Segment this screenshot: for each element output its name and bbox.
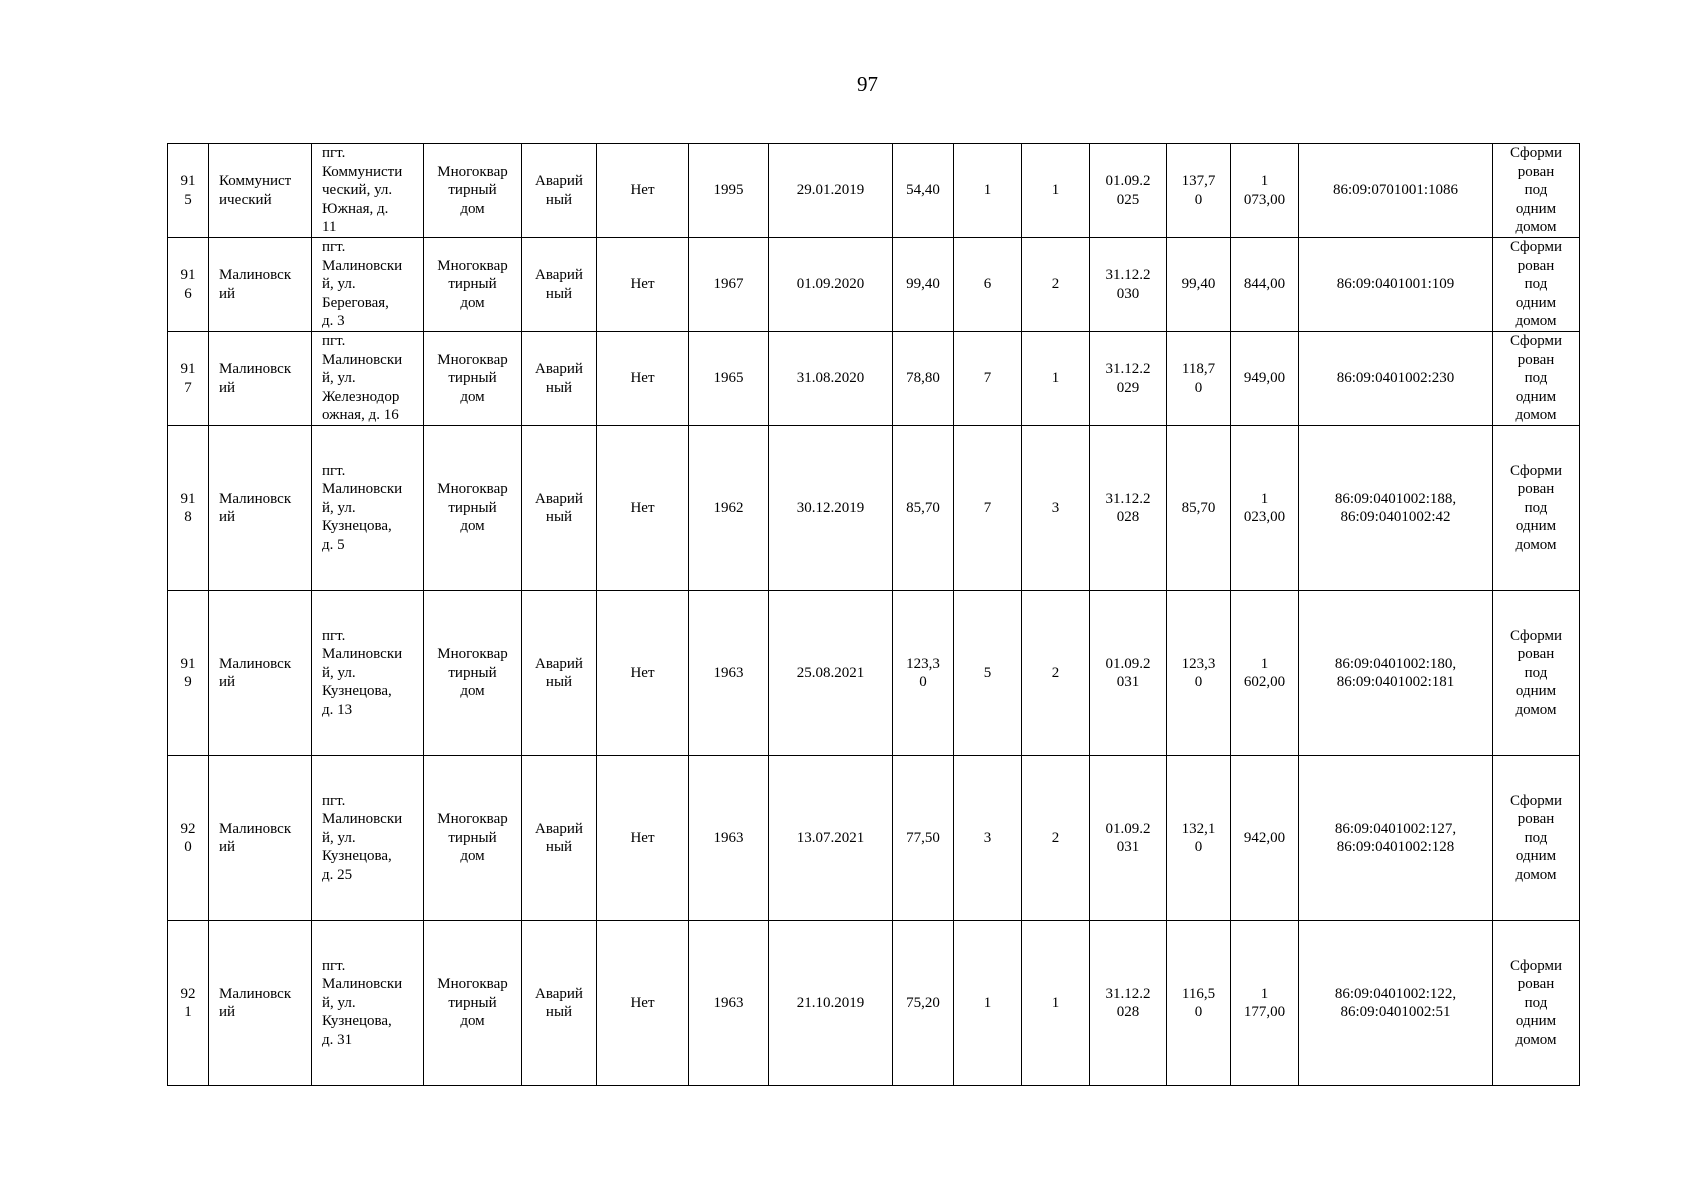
condition-status-cell [522,238,597,332]
flag-cell [597,921,689,1086]
build-year-cell [689,921,769,1086]
build-year-cell-text: 1967 [713,276,744,293]
condition-status-cell [522,332,597,426]
recognition-date-cell-text: 30.12.2019 [796,499,865,516]
build-year-cell [689,332,769,426]
land-status-cell-text: Сформи рован под одним домом [1509,462,1563,553]
municipality-cell-text: Малиновск ий [219,267,292,302]
building-type-cell [424,426,522,591]
area-cell-text: 75,20 [906,994,940,1011]
recognition-date-cell [769,756,893,921]
cadastral-number-cell-text: 86:09:0401002:230 [1336,370,1455,387]
condition-status-cell-text: Аварий ный [535,655,583,690]
condition-status-cell-text: Аварий ный [535,361,583,396]
count-a-cell [954,144,1022,238]
address-cell-text: пгт. Малиновски й, ул. Кузнецова, д. 13 [322,627,403,718]
count-a-cell [954,591,1022,756]
total-area-cell [1167,332,1231,426]
cadastral-number-cell-text: 86:09:0401002:127, 86:09:0401002:128 [1334,820,1457,855]
land-status-cell [1493,332,1580,426]
building-type-cell [424,332,522,426]
count-a-cell-text: 1 [983,182,992,199]
flag-cell [597,238,689,332]
table-row [168,591,1580,756]
table-row [168,238,1580,332]
build-year-cell-text: 1962 [713,499,744,516]
condition-status-cell [522,756,597,921]
count-a-cell [954,921,1022,1086]
recognition-date-cell [769,144,893,238]
address-cell [312,591,424,756]
municipality-cell-text: Малиновск ий [219,655,292,690]
address-cell [312,144,424,238]
count-b-cell-text: 2 [1051,829,1060,846]
table-row [168,921,1580,1086]
count-a-cell [954,332,1022,426]
address-cell-text: пгт. Малиновски й, ул. Кузнецова, д. 25 [322,792,403,883]
count-a-cell-text: 3 [983,829,992,846]
total-area-cell-text: 118,7 0 [1181,361,1216,396]
building-type-cell [424,144,522,238]
condition-status-cell-text: Аварий ный [535,820,583,855]
housing-registry-table [167,143,1580,1086]
cost-cell-text: 1 177,00 [1243,985,1286,1020]
address-cell [312,426,424,591]
count-b-cell [1022,426,1090,591]
build-year-cell [689,144,769,238]
address-cell-text: пгт. Малиновски й, ул. Кузнецова, д. 5 [322,462,403,553]
page-number: 97 [857,72,878,96]
deadline-cell-text: 31.12.2 028 [1105,985,1151,1020]
deadline-cell [1090,921,1167,1086]
total-area-cell-text: 85,70 [1181,499,1216,516]
row-number-cell-text: 91 5 [180,173,196,208]
cost-cell-text: 1 023,00 [1243,490,1286,525]
land-status-cell [1493,144,1580,238]
flag-cell-text: Нет [630,664,655,681]
count-b-cell-text: 2 [1051,664,1060,681]
area-cell [893,426,954,591]
count-a-cell-text: 5 [983,664,992,681]
building-type-cell-text: Многоквар тирный дом [437,257,508,311]
condition-status-cell [522,426,597,591]
building-type-cell-text: Многоквар тирный дом [437,646,508,700]
deadline-cell [1090,591,1167,756]
total-area-cell-text: 116,5 0 [1181,985,1216,1020]
recognition-date-cell-text: 31.08.2020 [796,370,865,387]
count-a-cell-text: 7 [983,370,992,387]
recognition-date-cell [769,591,893,756]
condition-status-cell-text: Аварий ный [535,985,583,1020]
building-type-cell-text: Многоквар тирный дом [437,481,508,535]
cadastral-number-cell-text: 86:09:0401002:122, 86:09:0401002:51 [1334,985,1457,1020]
row-number-cell [168,238,209,332]
municipality-cell [209,238,312,332]
cadastral-number-cell [1299,144,1493,238]
cost-cell [1231,921,1299,1086]
area-cell-text: 99,40 [906,276,940,293]
flag-cell-text: Нет [630,182,655,199]
area-cell [893,921,954,1086]
recognition-date-cell [769,921,893,1086]
deadline-cell-text: 31.12.2 028 [1105,490,1151,525]
building-type-cell [424,756,522,921]
recognition-date-cell-text: 01.09.2020 [796,276,865,293]
address-cell-text: пгт. Коммунисти ческий, ул. Южная, д. 11 [322,145,403,236]
build-year-cell [689,756,769,921]
land-status-cell-text: Сформи рован под одним домом [1509,333,1563,424]
condition-status-cell-text: Аварий ный [535,173,583,208]
table-row [168,756,1580,921]
address-cell [312,756,424,921]
cost-cell-text: 942,00 [1243,829,1286,846]
building-type-cell [424,591,522,756]
flag-cell-text: Нет [630,370,655,387]
table-row [168,426,1580,591]
municipality-cell [209,332,312,426]
row-number-cell-text: 92 1 [180,985,196,1020]
municipality-cell [209,144,312,238]
deadline-cell-text: 01.09.2 031 [1105,655,1151,690]
deadline-cell [1090,426,1167,591]
deadline-cell-text: 31.12.2 030 [1105,267,1151,302]
recognition-date-cell [769,426,893,591]
flag-cell-text: Нет [630,499,655,516]
municipality-cell [209,756,312,921]
deadline-cell-text: 31.12.2 029 [1105,361,1151,396]
municipality-cell-text: Малиновск ий [219,490,292,525]
flag-cell [597,426,689,591]
condition-status-cell-text: Аварий ный [535,267,583,302]
land-status-cell [1493,921,1580,1086]
condition-status-cell-text: Аварий ный [535,490,583,525]
flag-cell-text: Нет [630,994,655,1011]
total-area-cell-text: 123,3 0 [1181,655,1216,690]
cost-cell-text: 949,00 [1243,370,1286,387]
row-number-cell [168,756,209,921]
build-year-cell-text: 1965 [713,370,744,387]
deadline-cell [1090,144,1167,238]
address-cell-text: пгт. Малиновски й, ул. Кузнецова, д. 31 [322,957,403,1048]
land-status-cell [1493,426,1580,591]
count-a-cell-text: 7 [983,499,992,516]
count-b-cell-text: 3 [1051,499,1060,516]
build-year-cell [689,238,769,332]
building-type-cell-text: Многоквар тирный дом [437,163,508,217]
flag-cell [597,756,689,921]
count-a-cell [954,426,1022,591]
row-number-cell [168,144,209,238]
deadline-cell-text: 01.09.2 025 [1105,173,1151,208]
building-type-cell [424,921,522,1086]
cadastral-number-cell [1299,921,1493,1086]
row-number-cell [168,332,209,426]
cost-cell [1231,144,1299,238]
total-area-cell [1167,426,1231,591]
flag-cell-text: Нет [630,276,655,293]
deadline-cell [1090,332,1167,426]
row-number-cell [168,591,209,756]
count-a-cell [954,238,1022,332]
deadline-cell [1090,238,1167,332]
count-b-cell [1022,144,1090,238]
row-number-cell-text: 91 9 [180,655,196,690]
cost-cell-text: 844,00 [1243,276,1286,293]
recognition-date-cell-text: 13.07.2021 [796,829,865,846]
area-cell-text: 123,3 0 [906,655,940,690]
land-status-cell-text: Сформи рован под одним домом [1509,627,1563,718]
recognition-date-cell-text: 29.01.2019 [796,182,865,199]
land-status-cell-text: Сформи рован под одним домом [1509,792,1563,883]
land-status-cell-text: Сформи рован под одним домом [1509,957,1563,1048]
count-b-cell-text: 1 [1051,994,1060,1011]
count-a-cell [954,756,1022,921]
row-number-cell-text: 91 8 [180,490,196,525]
area-cell-text: 77,50 [906,829,940,846]
area-cell [893,238,954,332]
total-area-cell [1167,144,1231,238]
cadastral-number-cell [1299,591,1493,756]
count-b-cell [1022,332,1090,426]
recognition-date-cell-text: 21.10.2019 [796,994,865,1011]
total-area-cell-text: 99,40 [1181,276,1216,293]
total-area-cell [1167,756,1231,921]
cadastral-number-cell [1299,332,1493,426]
area-cell [893,332,954,426]
area-cell [893,756,954,921]
municipality-cell-text: Малиновск ий [219,361,292,396]
cost-cell-text: 1 073,00 [1243,173,1286,208]
count-b-cell-text: 1 [1051,370,1060,387]
count-b-cell-text: 2 [1051,276,1060,293]
count-a-cell-text: 1 [983,994,992,1011]
cost-cell [1231,332,1299,426]
municipality-cell-text: Малиновск ий [219,820,292,855]
condition-status-cell [522,591,597,756]
area-cell [893,144,954,238]
cadastral-number-cell-text: 86:09:0401002:188, 86:09:0401002:42 [1334,490,1457,525]
count-b-cell [1022,756,1090,921]
deadline-cell-text: 01.09.2 031 [1105,820,1151,855]
recognition-date-cell [769,238,893,332]
cadastral-number-cell [1299,426,1493,591]
condition-status-cell [522,921,597,1086]
table-row [168,332,1580,426]
address-cell [312,238,424,332]
row-number-cell [168,426,209,591]
area-cell-text: 78,80 [906,370,940,387]
count-b-cell-text: 1 [1051,182,1060,199]
land-status-cell-text: Сформи рован под одним домом [1509,239,1563,330]
area-cell [893,591,954,756]
cost-cell [1231,238,1299,332]
address-cell [312,332,424,426]
count-b-cell [1022,921,1090,1086]
cadastral-number-cell [1299,756,1493,921]
total-area-cell-text: 132,1 0 [1181,820,1216,855]
build-year-cell [689,426,769,591]
municipality-cell [209,426,312,591]
area-cell-text: 54,40 [906,182,940,199]
land-status-cell [1493,756,1580,921]
municipality-cell [209,921,312,1086]
row-number-cell-text: 92 0 [180,820,196,855]
cost-cell-text: 1 602,00 [1243,655,1286,690]
row-number-cell-text: 91 6 [180,267,196,302]
condition-status-cell [522,144,597,238]
count-a-cell-text: 6 [983,276,992,293]
flag-cell-text: Нет [630,829,655,846]
address-cell-text: пгт. Малиновски й, ул. Береговая, д. 3 [322,239,403,330]
building-type-cell-text: Многоквар тирный дом [437,976,508,1030]
build-year-cell-text: 1963 [713,829,744,846]
land-status-cell [1493,238,1580,332]
build-year-cell-text: 1963 [713,994,744,1011]
cadastral-number-cell [1299,238,1493,332]
total-area-cell [1167,591,1231,756]
municipality-cell-text: Коммунист ический [219,173,292,208]
cadastral-number-cell-text: 86:09:0401001:109 [1336,276,1455,293]
building-type-cell-text: Многоквар тирный дом [437,811,508,865]
row-number-cell [168,921,209,1086]
recognition-date-cell [769,332,893,426]
cadastral-number-cell-text: 86:09:0401002:180, 86:09:0401002:181 [1334,655,1457,690]
building-type-cell [424,238,522,332]
total-area-cell-text: 137,7 0 [1181,173,1216,208]
total-area-cell [1167,921,1231,1086]
flag-cell [597,591,689,756]
build-year-cell-text: 1963 [713,664,744,681]
land-status-cell [1493,591,1580,756]
municipality-cell-text: Малиновск ий [219,985,292,1020]
build-year-cell [689,591,769,756]
cost-cell [1231,591,1299,756]
recognition-date-cell-text: 25.08.2021 [796,664,865,681]
area-cell-text: 85,70 [906,499,940,516]
count-b-cell [1022,238,1090,332]
count-b-cell [1022,591,1090,756]
table-body [168,144,1580,1086]
address-cell [312,921,424,1086]
building-type-cell-text: Многоквар тирный дом [437,351,508,405]
build-year-cell-text: 1995 [713,182,744,199]
address-cell-text: пгт. Малиновски й, ул. Железнодор ожная, д. 16 [322,333,403,424]
cost-cell [1231,426,1299,591]
total-area-cell [1167,238,1231,332]
land-status-cell-text: Сформи рован под одним домом [1509,145,1563,236]
table-row [168,144,1580,238]
row-number-cell-text: 91 7 [180,361,196,396]
flag-cell [597,144,689,238]
municipality-cell [209,591,312,756]
flag-cell [597,332,689,426]
cost-cell [1231,756,1299,921]
deadline-cell [1090,756,1167,921]
cadastral-number-cell-text: 86:09:0701001:1086 [1332,182,1458,199]
